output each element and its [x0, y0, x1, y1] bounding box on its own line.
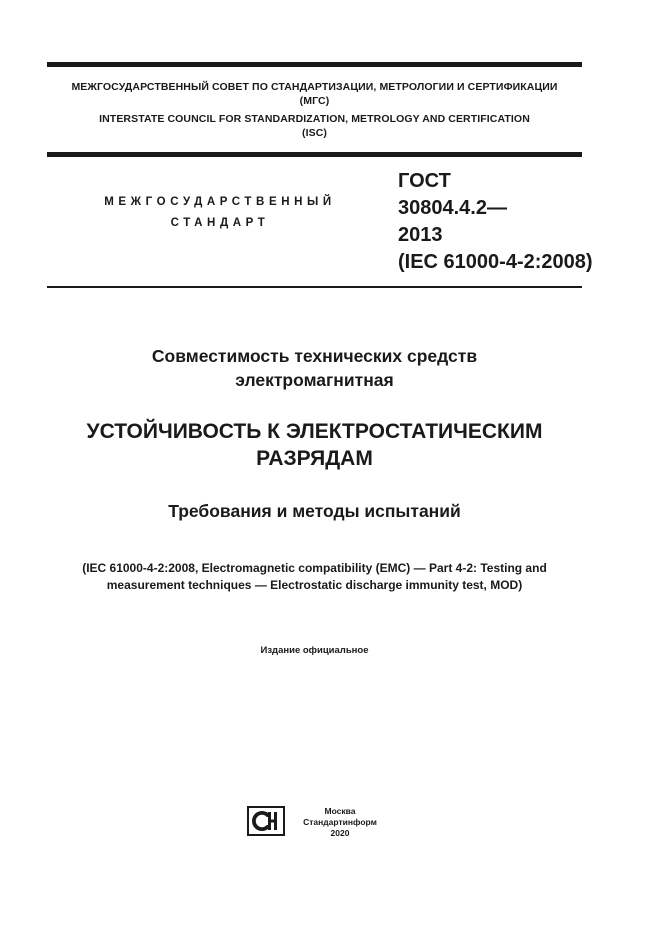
iec-reference-line2: measurement techniques — Electrostatic discharge immunity test, MOD) [106, 578, 523, 592]
middle-thick-rule [47, 152, 582, 157]
main-title-line2: РАЗРЯДАМ [256, 447, 373, 470]
standard-type-line1: МЕЖГОСУДАРСТВЕННЫЙ [104, 196, 336, 208]
iec-reference-line1: (IEC 61000-4-2:2008, Electromagnetic compatibility (EMC) — Part 4-2: Testing and [82, 561, 547, 575]
gost-iec-equivalent: (IEC 61000-4-2:2008) [398, 251, 593, 273]
council-name-en [47, 112, 582, 140]
bottom-thin-rule [47, 286, 582, 288]
subtitle-general [47, 344, 582, 392]
standard-type [70, 192, 370, 234]
top-thick-rule [47, 62, 582, 67]
main-title [47, 418, 582, 472]
standartinform-logo-icon [247, 806, 285, 836]
publisher-city: Москва [324, 806, 356, 816]
publisher-info [300, 806, 380, 839]
council-name-ru-line1: МЕЖГОСУДАРСТВЕННЫЙ СОВЕТ ПО СТАНДАРТИЗАЦИИ, МЕТРОЛОГИИ И СЕРТИФИКАЦИИ [71, 81, 558, 93]
council-name-en-line1: INTERSTATE COUNCIL FOR STANDARDIZATION, METROLOGY AND CERTIFICATION [99, 113, 530, 125]
gost-year: 2013 [398, 224, 443, 246]
standard-type-line2: СТАНДАРТ [170, 217, 270, 229]
gost-designation [398, 168, 593, 276]
subtitle-requirements: Требования и методы испытаний [168, 501, 461, 521]
publication-year: 2020 [330, 828, 350, 838]
council-name-ru [47, 80, 582, 108]
council-abbr-en: (ISC) [302, 127, 327, 139]
gost-label: ГОСТ [398, 170, 451, 192]
iec-reference [47, 560, 582, 594]
edition-label: Издание официальное [260, 645, 369, 656]
subtitle-general-line1: Совместимость технических средств [151, 346, 478, 366]
council-abbr-ru: (МГС) [299, 95, 330, 107]
publisher-name: Стандартинформ [303, 817, 377, 827]
gost-number: 30804.4.2— [398, 197, 507, 219]
subtitle-general-line2: электромагнитная [235, 370, 394, 390]
main-title-line1: УСТОЙЧИВОСТЬ К ЭЛЕКТРОСТАТИЧЕСКИМ [86, 420, 543, 443]
